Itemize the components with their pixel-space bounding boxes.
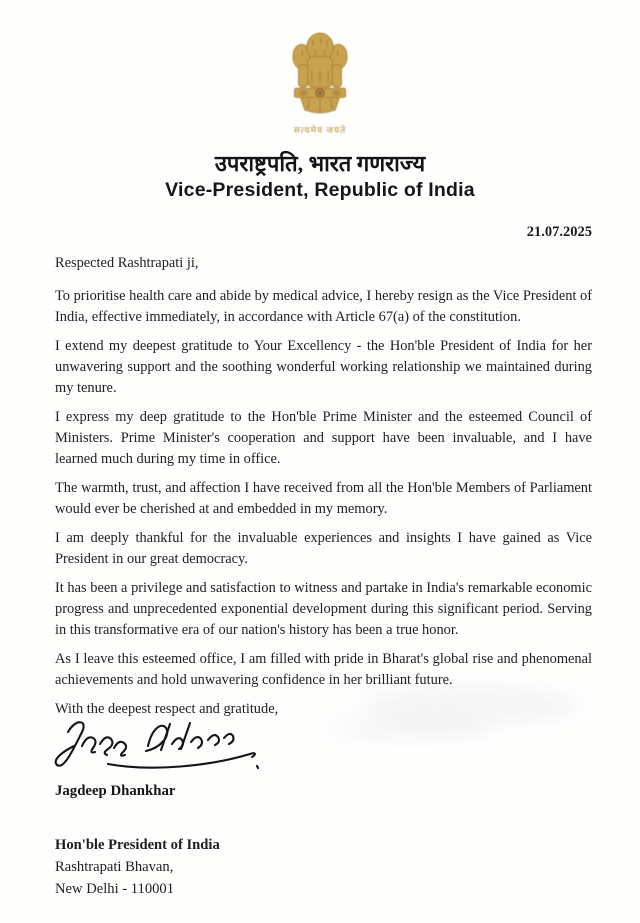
letter-paragraph: I am deeply thankful for the invaluable experiences and insights I have gained as Vice President in our great democracy. xyxy=(55,530,592,567)
emblem-motto: सत्यमेव जयते xyxy=(293,125,347,135)
letter-paragraph: To prioritise health care and abide by medical advice, I hereby resign as the Vice President of India, effective immediately, in accordance with Article 67(a) of the constitution. xyxy=(55,288,592,325)
closing-line: With the deepest respect and gratitude, xyxy=(55,701,279,717)
letterhead-title-hindi: उपराष्ट्रपति, भारत गणराज्य xyxy=(214,151,426,176)
addressee-address-line: Rashtrapati Bhavan, xyxy=(55,859,174,875)
letter-paragraph: I express my deep gratitude to the Hon'ble Prime Minister and the esteemed Council of Ministers. Prime Minister's cooperation and support have been invaluable, and I have learned much during my time in office. xyxy=(55,409,592,467)
national-emblem-icon xyxy=(287,30,353,135)
letter-paragraph: As I leave this esteemed office, I am filled with pride in Bharat's global rise and phenomenal achievements and hold unwavering confidence in her brilliant future. xyxy=(55,651,592,688)
addressee-title: Hon'ble President of India xyxy=(55,837,220,853)
letter-paragraph: The warmth, trust, and affection I have received from all the Hon'ble Members of Parliament would ever be cherished at and embedded in my memory. xyxy=(55,480,592,517)
letter-paragraph: It has been a privilege and satisfaction to witness and partake in India's remarkable economic progress and unprecedented exponential development during this significant period. Serving in this transformative era of our nation's history has been a true honor. xyxy=(55,580,592,638)
letter-date: 21.07.2025 xyxy=(526,224,592,240)
signatory-name: Jagdeep Dhankhar xyxy=(55,783,176,799)
letterhead-title-english: Vice-President, Republic of India xyxy=(165,179,475,201)
salutation: Respected Rashtrapati ji, xyxy=(55,255,199,271)
addressee-block xyxy=(55,834,220,900)
letter-paragraph: I extend my deepest gratitude to Your Excellency - the Hon'ble President of India for her unwavering support and the soothing wonderful working relationship we maintained during my tenure. xyxy=(55,338,592,396)
letterhead xyxy=(0,0,640,202)
handwritten-signature xyxy=(52,716,282,782)
addressee-address-line: New Delhi - 110001 xyxy=(55,881,175,897)
letter-body xyxy=(55,253,592,720)
